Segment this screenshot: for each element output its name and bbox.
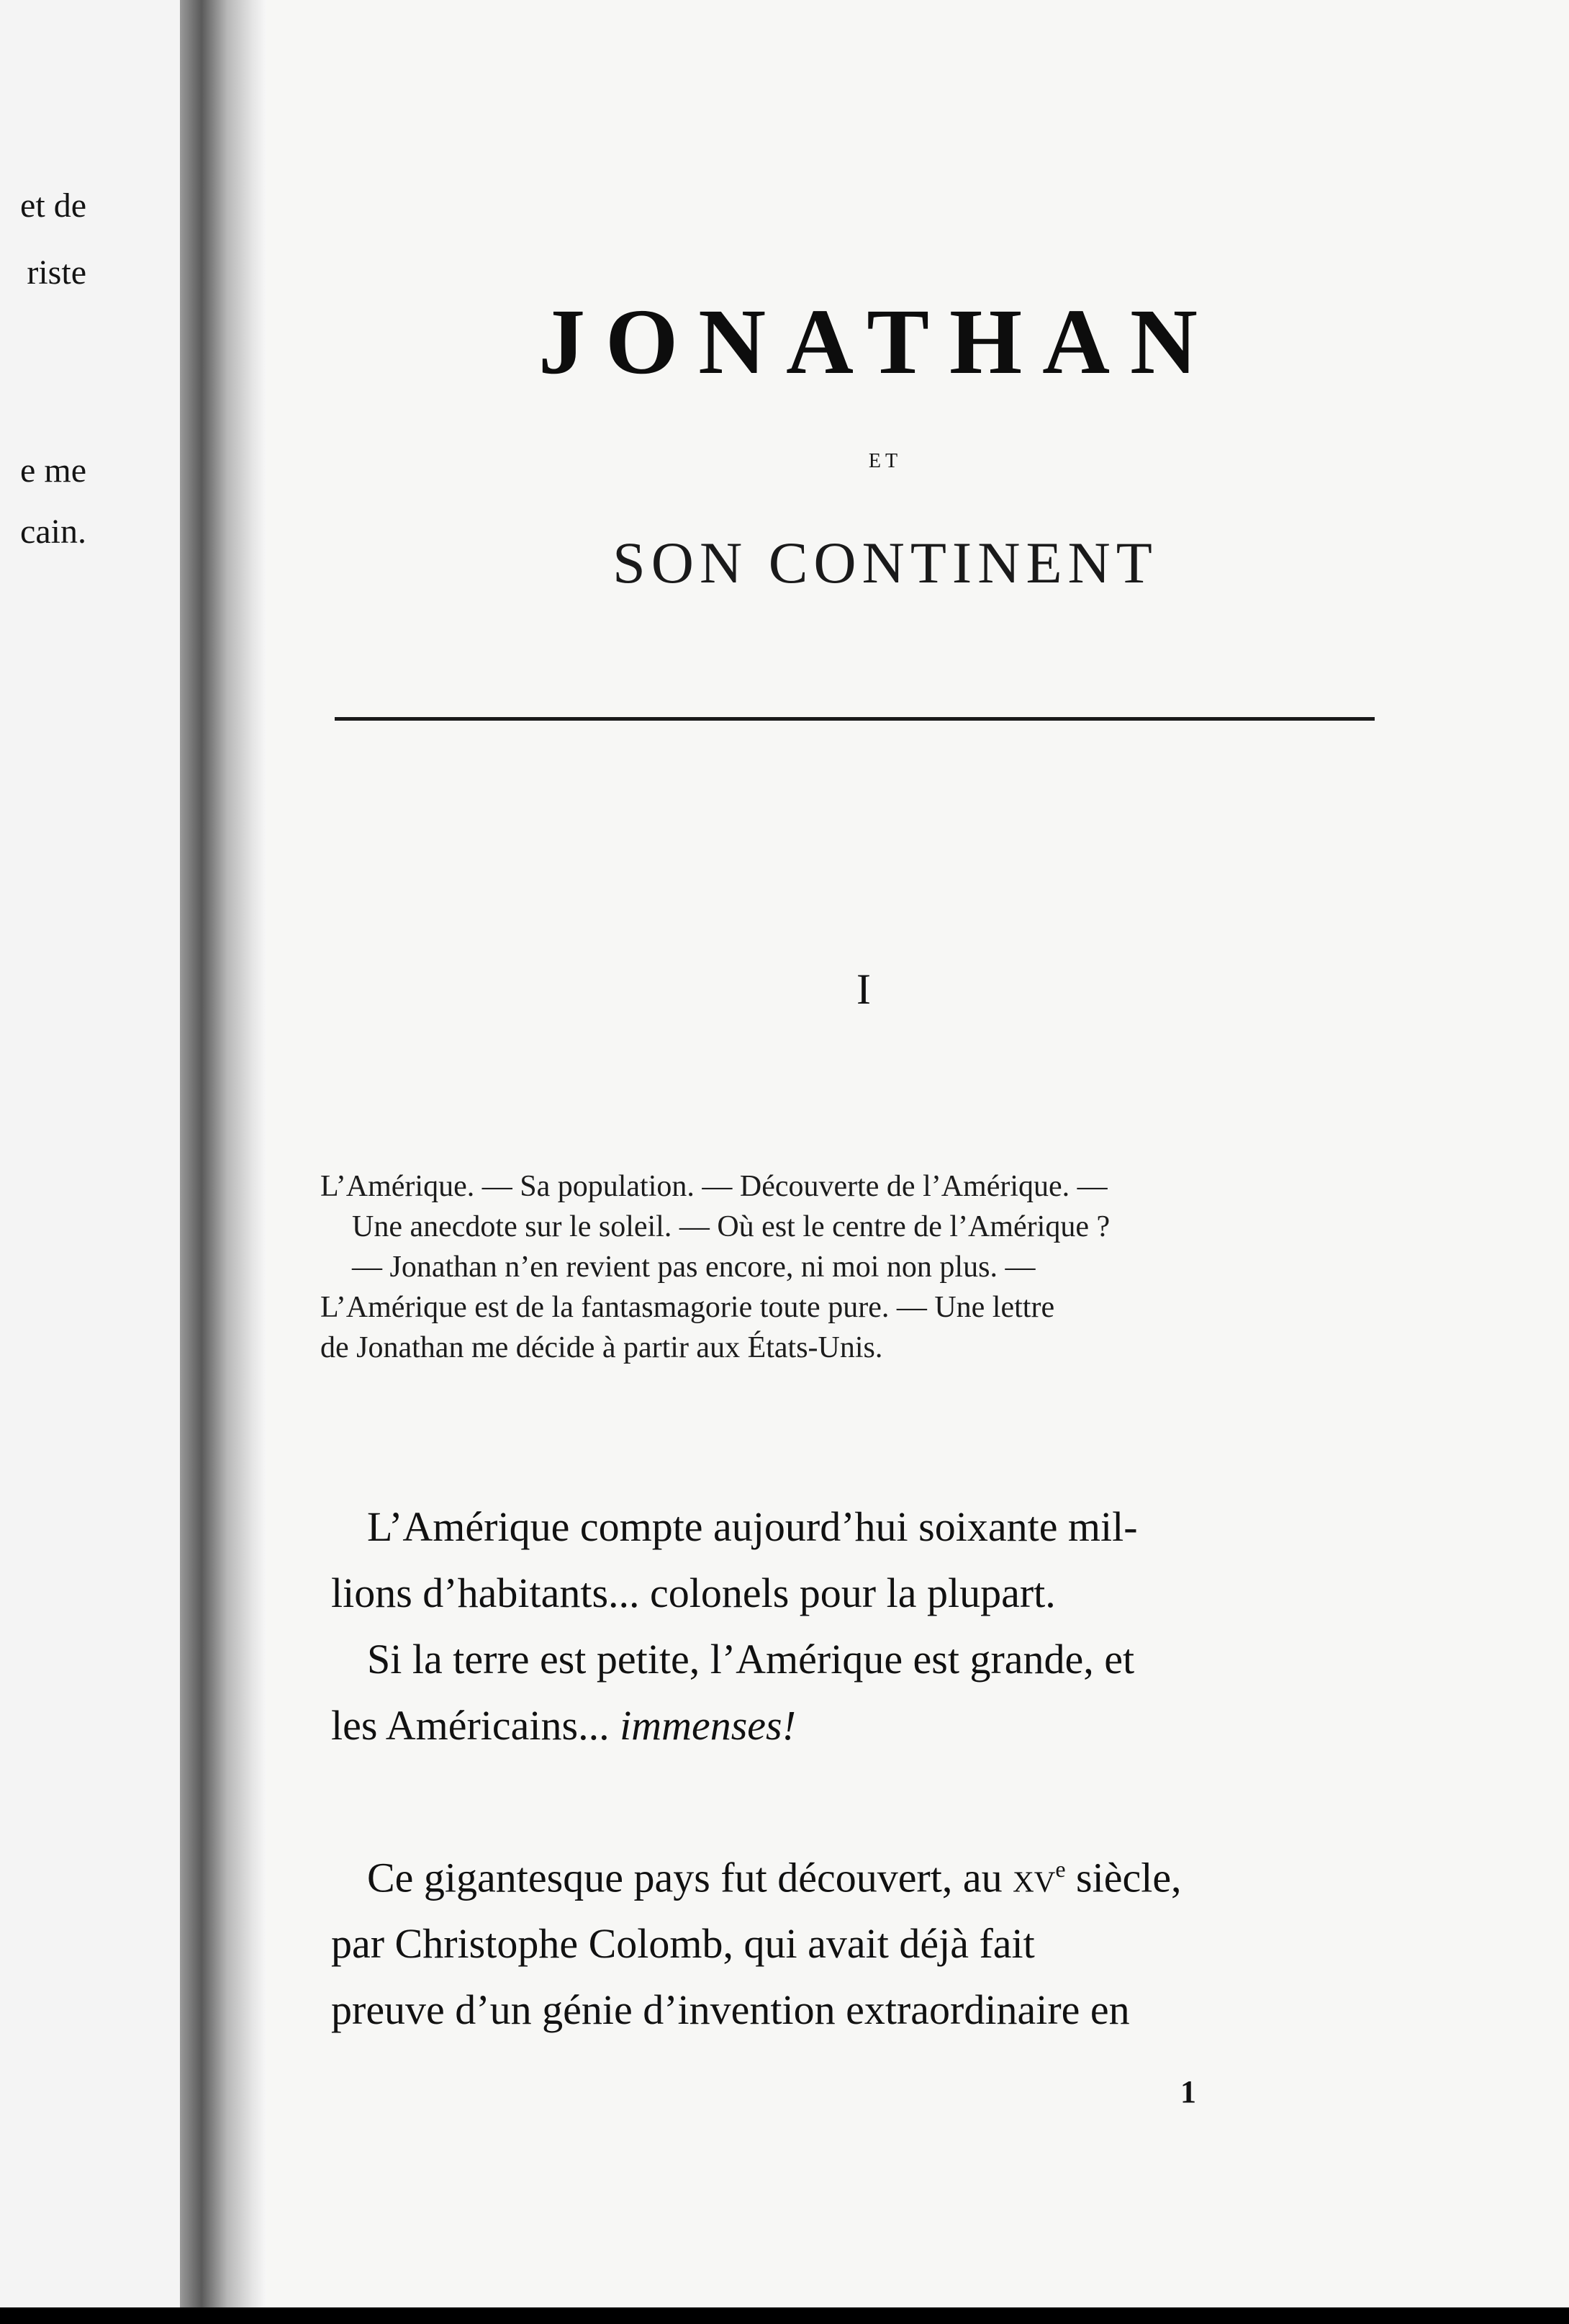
paragraph-line: preuve d’un génie d’invention extraordinaire en	[331, 1986, 1130, 2034]
paragraph-line: lions d’habitants... colonels pour la plupart.	[331, 1569, 1056, 1616]
summary-line: L’Amérique. — Sa population. — Découverte de l’Amérique. —	[320, 1170, 1108, 1203]
left-page-fragment: e me	[20, 451, 86, 490]
chapter-summary	[320, 1166, 1364, 1368]
century-numeral: xv	[1013, 1854, 1056, 1901]
left-facing-page	[0, 0, 180, 2324]
left-page-fragment: riste	[27, 253, 86, 292]
book-page	[266, 0, 1569, 2324]
book-subtitle: SON CONTINENT	[612, 530, 1158, 595]
page-number: 1	[1180, 2074, 1196, 2109]
summary-line: — Jonathan n’en revient pas encore, ni moi non plus. —	[352, 1251, 1036, 1284]
paragraph-line	[331, 1836, 1367, 1911]
title-divider-rule	[335, 717, 1375, 721]
body-paragraph-2	[331, 1836, 1367, 2043]
book-title: JONATHAN	[538, 290, 1218, 394]
paragraph-text: Ce gigantesque pays fut découvert, au	[367, 1854, 1013, 1901]
left-page-fragment: cain.	[20, 513, 86, 551]
paragraph-line: L’Amérique compte aujourd’hui soixante mil-	[367, 1503, 1138, 1550]
emphasized-word: immenses!	[620, 1702, 796, 1749]
body-paragraph-1	[331, 1494, 1367, 1759]
century-superscript: e	[1055, 1856, 1066, 1882]
summary-line: Une anecdote sur le soleil. — Où est le centre de l’Amérique ?	[352, 1210, 1111, 1243]
left-page-fragment: et de	[20, 186, 86, 225]
paragraph-line: Si la terre est petite, l’Amérique est grande, et	[367, 1636, 1135, 1683]
paragraph-line	[331, 1693, 1367, 1759]
paragraph-text: les Américains...	[331, 1702, 620, 1749]
chapter-number: I	[856, 965, 871, 1013]
summary-line: L’Amérique est de la fantasmagorie toute pure. — Une lettre	[320, 1291, 1055, 1324]
scan-bottom-edge	[0, 2307, 1569, 2324]
summary-line: de Jonathan me décide à partir aux États-Unis.	[320, 1331, 883, 1364]
paragraph-text: siècle,	[1065, 1854, 1182, 1901]
book-gutter-shadow	[180, 0, 266, 2324]
title-conjunction: ET	[868, 450, 903, 472]
paragraph-line: par Christophe Colomb, qui avait déjà fait	[331, 1920, 1035, 1968]
